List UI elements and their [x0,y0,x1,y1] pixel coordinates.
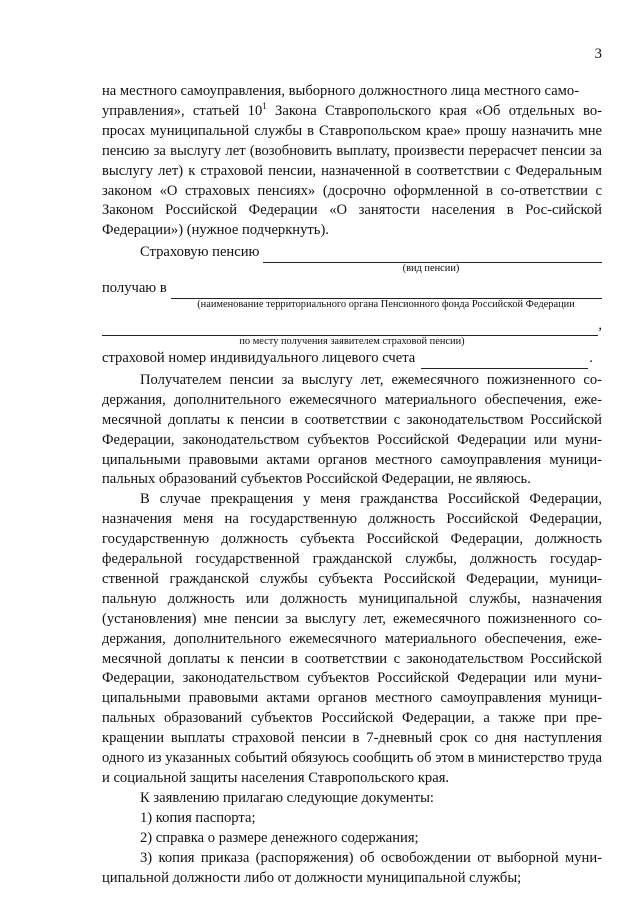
intro-line-2-b: Закона Ставропольского края «Об отдельных во- [266,102,602,119]
pension-type-caption: (вид пенсии) [402,263,460,275]
paragraph-termination: В случае прекращения у меня гражданства Российской Федерации, назначения меня на государственную должность Российской Федерации, государственную должность субъекта Российской Федерации, должность федеральной государственной гражданской службы, должность государ-ственной гражданской службы субъекта Российской Федерации, муници-пальную должность или должность муниципальной службы, назначения (установления) мне пенсии за выслугу лет, ежемесячного пожизненного со-держания, дополнительного ежемесячного материального обеспечения, еже-месячной доплаты к пенсии в соответствии с законодательством Российской Федерации, законодательством субъектов Российской Федерации или муни-ципальными правовыми актами органов местного самоуправления муници-пальных образований субъектов Российской Федерации, а также при пре-кращении выплаты страховой пенсии в 7-дневный срок со дня наступления одного из указанных событий обязуюсь сообщить об этом в министерство труда и социальной защиты населения Ставропольского края. [102,491,602,786]
document-body [102,82,602,888]
pension-fund-blank-2[interactable] [102,321,598,336]
superscript-1: 1 [262,100,267,111]
attachments-intro: К заявлению прилагаю следующие документы: [140,789,434,806]
pension-fund-blank[interactable] [171,284,602,299]
intro-line-2 [102,102,602,122]
receive-label: получаю в [102,280,167,297]
receive-comma: , [598,317,602,334]
attachment-item: 3) копия приказа (распоряжения) об освобождении от выборной муни-ципальной должности либо от должности муниципальной службы; [102,849,602,886]
insurance-number-blank[interactable] [421,354,588,369]
place-caption: по месту получения заявителем страховой пенсии) [239,335,465,347]
insurance-label: страховой номер индивидуального лицевого счета [102,349,416,366]
pension-type-label: Страховую пенсию [140,244,260,261]
page-number: 3 [594,46,602,62]
attachment-item: 1) копия паспорта; [140,809,256,826]
pension-type-blank[interactable] [263,248,602,263]
paragraph-recipient: Получателем пенсии за выслугу лет, ежемесячного пожизненного со-держания, дополнительного ежемесячного материального обеспечения, еже-месячной доплаты к пенсии в соответствии с законодательством Российской Федерации, законодательством субъектов Российской Федерации или муни-ципальными правовыми актами органов местного самоуправления муници-пальных образований субъектов Российской Федерации, не являюсь. [102,371,602,488]
intro-line-2-a: управления», статьей 10 [102,102,263,119]
insurance-line [102,349,602,369]
intro-line-1: на местного самоуправления, выборного должностного лица местного само- [102,83,580,99]
insurance-period: . [589,349,593,366]
pension-type-line [102,243,602,263]
pension-fund-caption: (наименование территориального органа Пенсионного фонда Российской Федерации [197,299,575,311]
receive-line [102,279,602,299]
receive-continuation-line [102,316,602,336]
attachment-item: 2) справка о размере денежного содержания; [140,829,419,846]
intro-paragraph-rest: просах муниципальной службы в Ставропольском крае» прошу назначить мне пенсию за выслугу лет (возобновить выплату, произвести перерасчет пенсии за выслугу лет) к страховой пенсии, назначенной в соответствии с Федеральным законом «О страховых пенсиях» (досрочно оформленной в со-ответствии с Законом Российской Федерации «О занятости населения в Рос-сийской Федерации») (нужное подчеркнуть). [102,122,602,239]
